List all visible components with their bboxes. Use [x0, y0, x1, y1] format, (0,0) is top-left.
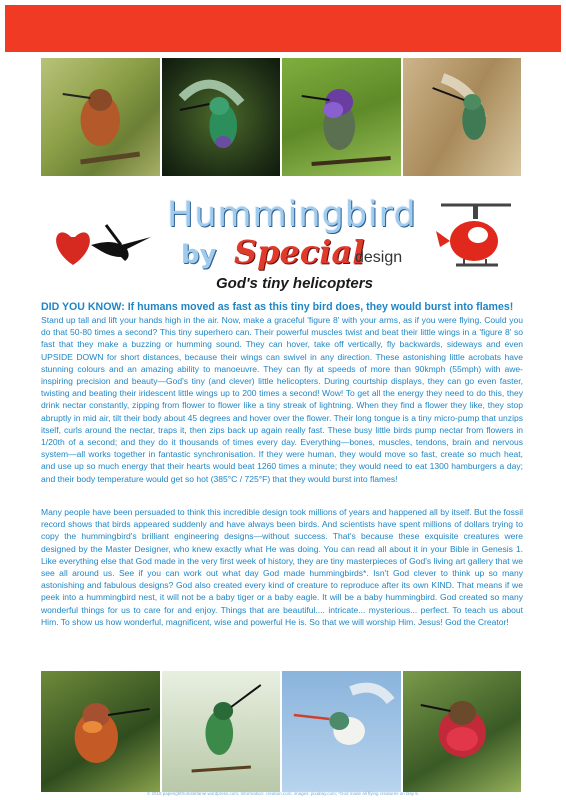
white-bellied-hummingbird-flying-photo — [282, 671, 401, 792]
top-banner — [5, 5, 561, 52]
red-helicopter-icon — [436, 193, 516, 283]
heart-bird-icon — [51, 217, 161, 272]
hummingbird-in-flight-brown-photo — [403, 58, 522, 176]
title-design: design — [355, 249, 403, 266]
title-logo-block — [41, 185, 521, 297]
footer-credits: © 2018 paperightfromstefanie.wordpress.com; Information: creation.com; images: pixabay.com; *God made all flying creatures on Day 5. — [146, 791, 420, 796]
costas-hummingbird-perched-photo — [282, 58, 401, 176]
title-by: by — [181, 240, 217, 270]
red-throated-hummingbird-pine-photo — [403, 671, 522, 792]
did-you-know-headline: DID YOU KNOW: If humans moved as fast as this tiny bird does, they would burst into flames! — [41, 301, 514, 313]
bottom-photo-row — [41, 671, 521, 792]
green-violet-hummingbird-flying-photo — [162, 58, 281, 176]
top-photo-row — [41, 58, 521, 176]
body-paragraph-2: Many people have been persuaded to think this incredible design took millions of years and happened all by itself. But the fossil record shows that birds appeared suddenly and have always been birds. And scientists have spent millions of dollars trying to copy the hummingbird's brilliant engineering designs—without success. That's because these exquisite creatures were designed by the Master Designer, who knew exactly what He was doing. You can read all about it in your Bible in Genesis 1. Like everything else that God made in the very first week of history, they are tiny masterpieces of God's living art gallery that we see all around us. See if you can work out what day God made hummingbirds*. Isn't God clever to think up so many astonishing and fabulous designs? God also created every kind of creature to reproduce after its own KIND. That means if we peek into a hummingbird nest, it will not be a baby tiger or a baby eagle. It will be a baby hummingbird. God created so many wonderful things for us to care for and enjoy. Things that are beautiful.... intricate... mysterious... perfect. To teach us about Him. To show us how wonderful, magnificent, wise and powerful He is. So that we will worship Him. Jesus! God the Creator! — [41, 507, 523, 627]
tagline: God's tiny helicopters — [216, 275, 373, 292]
title-hummingbird: Hummingbird — [167, 195, 417, 235]
body-paragraph-1: Stand up tall and lift your hands high in the air. Now, make a graceful 'figure 8' with your arms, as if you were flying. Could you do that 50-80 times a second? This tiny superhero can. Their powerful muscles twist and beat their little wings in a 'figure 8' so fast that they make a buzzing or humming sound. They can hover, take off vertically, fly backwards, sideways and even UPSIDE DOWN for short distances, because their wings can swivel in any direction. These astonishing little acrobats have stunning colours and an amazing ability to manoeuvre. They can fly at speeds of more than 90kmph (55mph) with awe-inspiring precision and beauty—God's tiny (and clever) little helicopters. During courtship displays, they can go even faster, twisting and beating their iridescent little wings up to 200 times a second! Wow! To get all the energy they need to do this, they drink nectar constantly, zipping from flower to flower like a tiny streak of lightning. When they find a flower they like, they stop abruptly in mid air, tilt their body about 45 degrees and hover over the flower. Their long tongue is a tiny micro-pump that unzips itself, curls around the nectar, traps it, then zips back up again really fast. These busy little birds pump nectar from flowers in 1/20th of a second; and they do it thousands of times every day. Everything—bones, muscles, tendons, brain and nervous system—all works together in fantastic synchronisation. If they were human, they would move so fast, create so much heat, and use up so much energy that their hearts would beat 1260 times a minute; they would need to eat 1300 hamburgers a day; and their body temperature would get so hot (385°C / 725°F) that they would burst into flames! — [41, 315, 523, 484]
green-hummingbird-branch-photo — [162, 671, 281, 792]
title-special: Special — [234, 233, 365, 271]
rufous-hummingbird-pine-photo — [41, 671, 160, 792]
rufous-hummingbird-perched-photo — [41, 58, 160, 176]
